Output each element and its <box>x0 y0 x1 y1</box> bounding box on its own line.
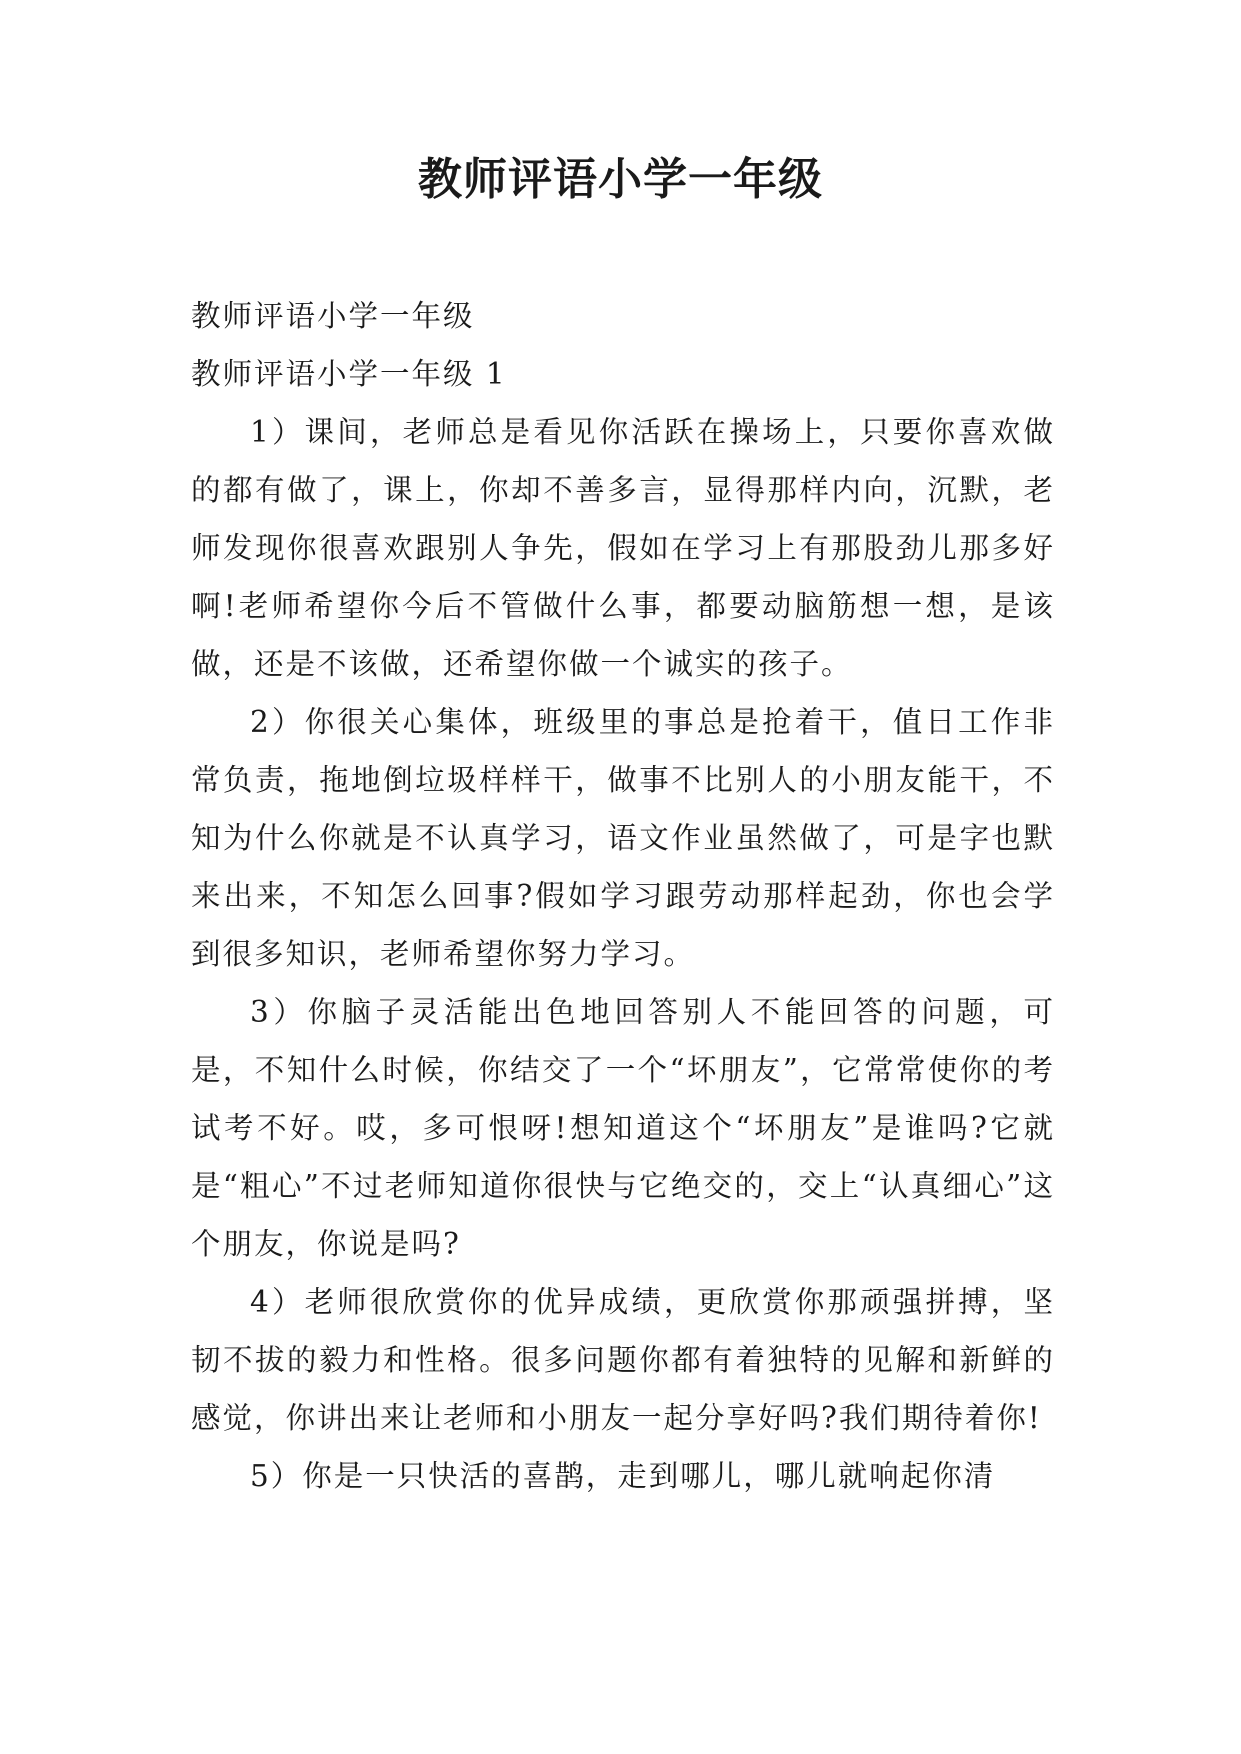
document-subtitle: 教师评语小学一年级 <box>191 299 475 333</box>
section-heading: 教师评语小学一年级 1 <box>191 357 507 391</box>
comment-paragraph-4: 4）老师很欣赏你的优异成绩，更欣赏你那顽强拼搏，坚韧不拔的毅力和性格。很多问题你都有着独特的见解和新鲜的感觉，你讲出来让老师和小朋友一起分享好吗?我们期待着你! <box>191 1285 1055 1435</box>
document-title: 教师评语小学一年级 <box>418 154 823 205</box>
comment-paragraph-1: 1）课间，老师总是看见你活跃在操场上，只要你喜欢做的都有做了，课上，你却不善多言，显得那样内向，沉默，老师发现你很喜欢跟别人争先，假如在学习上有那股劲儿那多好啊!老师希望你今后不管做什么事，都要动脑筋想一想，是该做，还是不该做，还希望你做一个诚实的孩子。 <box>191 415 1055 681</box>
comment-paragraph-3: 3）你脑子灵活能出色地回答别人不能回答的问题，可是，不知什么时候，你结交了一个“坏朋友”，它常常使你的考试考不好。哎，多可恨呀!想知道这个“坏朋友”是谁吗?它就是“粗心”不过老师知道你很快与它绝交的，交上“认真细心”这个朋友，你说是吗? <box>191 995 1055 1261</box>
comment-paragraph-2: 2）你很关心集体，班级里的事总是抢着干，值日工作非常负责，拖地倒垃圾样样干，做事不比别人的小朋友能干，不知为什么你就是不认真学习，语文作业虽然做了，可是字也默来出来，不知怎么回事?假如学习跟劳动那样起劲，你也会学到很多知识，老师希望你努力学习。 <box>191 705 1055 971</box>
document-body <box>191 287 1055 1505</box>
comment-paragraph-5: 5）你是一只快活的喜鹊，走到哪儿，哪儿就响起你清 <box>250 1459 996 1493</box>
